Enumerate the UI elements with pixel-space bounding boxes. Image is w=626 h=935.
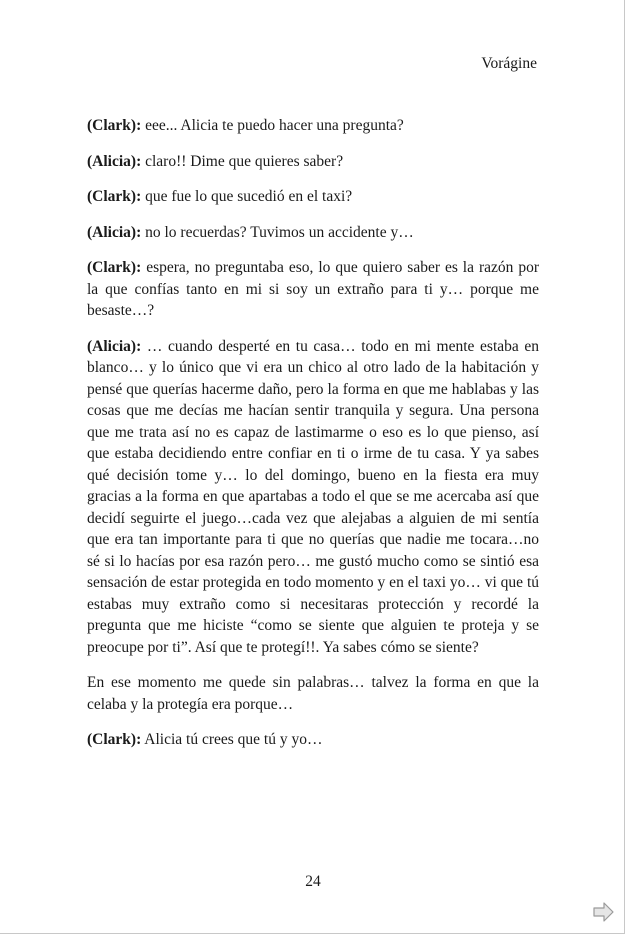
speaker-label: (Alicia): — [87, 152, 142, 170]
dialogue-paragraph — [87, 257, 539, 322]
dialogue-text: que fue lo que sucedió en el taxi? — [141, 188, 353, 205]
dialogue-paragraph — [87, 222, 539, 244]
dialogue-paragraph — [87, 729, 539, 751]
speaker-label: (Clark): — [87, 117, 142, 134]
dialogue-text: Alicia tú crees que tú y yo… — [141, 731, 323, 748]
arrow-right-icon — [593, 902, 615, 922]
dialogue-text: no lo recuerdas? Tuvimos un accidente y… — [141, 223, 414, 241]
page-number: 24 — [305, 873, 321, 890]
dialogue-paragraph — [87, 115, 539, 137]
next-page-button[interactable] — [593, 902, 615, 922]
dialogue-paragraph — [87, 186, 539, 208]
speaker-label: (Clark): — [87, 731, 142, 748]
speaker-label: (Alicia): — [87, 223, 142, 241]
narration-text: En ese momento me quede sin palabras… talvez la forma en que la celaba y la protegía era porque… — [87, 674, 539, 713]
dialogue-text: eee... Alicia te puedo hacer una pregunta? — [141, 117, 404, 134]
narration-paragraph — [87, 672, 539, 715]
dialogue-text: … cuando desperté en tu casa… todo en mi mente estaba en blanco… y lo único que vi era un chico al otro lado de la habitación y pensé que querías hacerme daño, pero la forma en que me hablabas y las cosas que me decías me hacían sentir tranquila y segura. Una persona que me trata así no es capaz de lastimarme o eso es lo que pienso, así que estaba decidiendo entre confiar en ti o irme de tu casa. Y ya sabes qué decisión tome y… lo del domingo, bueno en la fiesta era muy gracias a la forma en que apartabas a todo el que se me acercaba así que decidí seguirte el juego…cada vez que alejabas a alguien de mi sentía que era tan importante para ti que no querías que nadie me tocara…no sé si lo hacías por esa razón pero… me gustó mucho como se sintió esa sensación de estar protegida en todo momento y en el taxi yo… vi que tú estabas muy extraño como si necesitaras protección y recordé la pregunta que me hiciste “como se siente que alguien te proteja y se preocupe por ti”. Así que te protegí!!. Ya sabes cómo se siente? — [87, 337, 539, 656]
dialogue-paragraph — [87, 151, 539, 173]
running-header: Vorágine — [481, 55, 537, 72]
dialogue-paragraph — [87, 336, 539, 659]
page-body — [87, 115, 539, 765]
speaker-label: (Alicia): — [87, 337, 142, 355]
speaker-label: (Clark): — [87, 188, 142, 205]
dialogue-text: claro!! Dime que quieres saber? — [141, 152, 344, 170]
dialogue-text: espera, no preguntaba eso, lo que quiero saber es la razón por la que confías tanto en mi si soy un extraño para ti y… porque me besaste…? — [87, 259, 539, 319]
speaker-label: (Clark): — [87, 259, 142, 276]
